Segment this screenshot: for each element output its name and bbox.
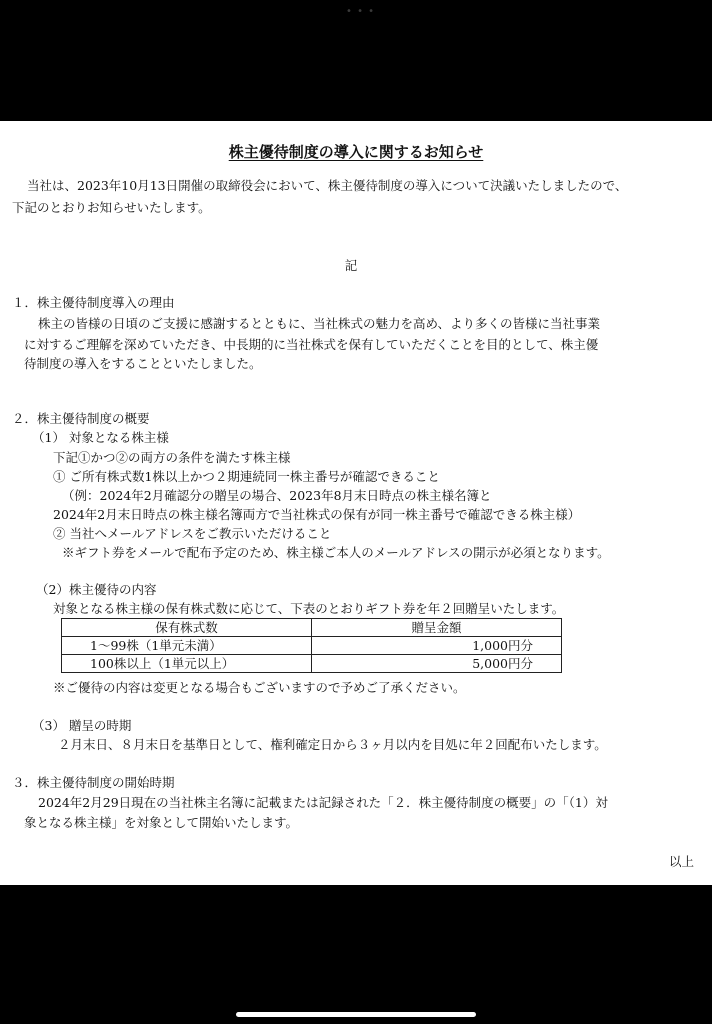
section-2-2-lead: 対象となる株主様の保有株式数に応じて、下表のとおりギフト券を年２回贈呈いたします。 bbox=[53, 601, 565, 616]
section-2-3-body: ２月末日、８月末日を基準日として、権利確定日から３ヶ月以内を目処に年２回配布いたします。 bbox=[58, 737, 607, 752]
table-header-row bbox=[62, 619, 562, 637]
section-1-body-line-1: 株主の皆様の日頃のご支援に感謝するとともに、当社株式の魅力を高め、より多くの皆様に当社事業 bbox=[38, 316, 601, 331]
table-row bbox=[62, 655, 562, 673]
document-title: 株主優待制度の導入に関するお知らせ bbox=[228, 143, 484, 161]
section-2-1-line-3: （例：2024年2月確認分の贈呈の場合、2023年8月末日時点の株主様名簿と bbox=[62, 488, 492, 503]
home-indicator-bar[interactable] bbox=[236, 1012, 476, 1017]
table-header-amount: 贈呈金額 bbox=[312, 619, 562, 637]
benefit-table bbox=[61, 618, 562, 673]
section-3-body-line-1: 2024年2月29日現在の当社株主名簿に記載または記録された「２．株主優待制度の概要」の「（1）対 bbox=[38, 795, 608, 810]
section-2-1-line-4: 2024年2月末日時点の株主様名簿両方で当社株式の保有が同一株主番号で確認できる株主様） bbox=[53, 507, 581, 522]
ki-heading: 記 bbox=[344, 258, 358, 273]
section-1-body-line-2: に対するご理解を深めていただき、中長期的に当社株式を保有していただくことを目的として、株主優 bbox=[24, 337, 599, 352]
section-2-2-note: ※ご優待の内容は変更となる場合もございますので予めご了承ください。 bbox=[53, 680, 466, 695]
section-2-1-line-6: ※ギフト券をメールで配布予定のため、株主様ご本人のメールアドレスの開示が必須となります。 bbox=[62, 545, 610, 560]
top-dots-indicator: • • • bbox=[346, 6, 376, 17]
intro-line-2: 下記のとおりお知らせいたします。 bbox=[12, 200, 211, 215]
table-cell-shares: 100株以上（1単元以上） bbox=[62, 655, 312, 673]
section-2-1-line-2: ① ご所有株式数1株以上かつ２期連続同一株主番号が確認できること bbox=[53, 469, 440, 484]
section-2-1-line-1: 下記①かつ②の両方の条件を満たす株主様 bbox=[53, 450, 291, 465]
section-2-2-heading: （2）株主優待の内容 bbox=[36, 582, 157, 597]
document-page bbox=[0, 121, 712, 885]
section-3-heading: ３．株主優待制度の開始時期 bbox=[12, 775, 175, 790]
section-1-body-line-3: 待制度の導入をすることといたしました。 bbox=[24, 356, 262, 371]
intro-line-1: 当社は、2023年10月13日開催の取締役会において、株主優待制度の導入について決議いたしましたので、 bbox=[27, 178, 628, 193]
section-2-1-line-5: ② 当社へメールアドレスをご教示いただけること bbox=[53, 526, 332, 541]
section-2-1-heading: （1） 対象となる株主様 bbox=[32, 430, 169, 445]
table-cell-amount: 1,000円分 bbox=[312, 637, 562, 655]
table-cell-shares: 1～99株（1単元未満） bbox=[62, 637, 312, 655]
section-1-heading: １．株主優待制度導入の理由 bbox=[12, 295, 175, 310]
table-row bbox=[62, 637, 562, 655]
section-2-heading: ２．株主優待制度の概要 bbox=[12, 411, 150, 426]
closing-text: 以上 bbox=[668, 854, 694, 869]
table-header-shares: 保有株式数 bbox=[62, 619, 312, 637]
table-cell-amount: 5,000円分 bbox=[312, 655, 562, 673]
section-2-3-heading: （3） 贈呈の時期 bbox=[32, 718, 132, 733]
section-3-body-line-2: 象となる株主様」を対象として開始いたします。 bbox=[24, 815, 299, 830]
